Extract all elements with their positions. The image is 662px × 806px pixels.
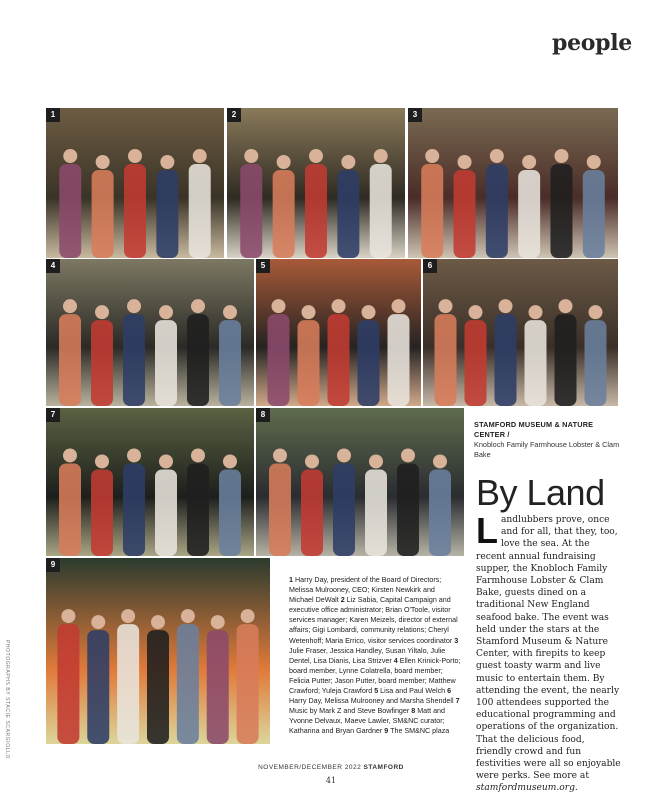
person-silhouette — [237, 624, 259, 744]
photo-number: 2 — [227, 108, 241, 122]
photo-number: 1 — [46, 108, 60, 122]
article-text: andlubbers prove, once and for all, that they, too, love the sea. At the recent annual fundraising supper, the Knobloch Family Farmhouse Lobster & Clam Bake, guests dined on a traditional New England seafood bake. The event was held under the stars at the Stamford Museum & Nature Center, with firepits to keep guest toasty warm and live music to entertain them. By attending the event, the nearly 100 attendees supported the educational programming and operations of the organization. That the delicious food, friendly crowd and fun festivities were all so enjoyable were perks. See more at — [476, 515, 621, 782]
section-title: people — [552, 30, 632, 56]
photo-3[interactable] — [408, 108, 618, 258]
person-silhouette — [298, 320, 320, 406]
person-head — [337, 448, 351, 462]
caption-item: 7 Music by Mark Z and Steve Bowfinger — [289, 697, 460, 716]
photo-image — [46, 558, 270, 744]
person-silhouette — [189, 164, 211, 258]
person-silhouette — [421, 164, 443, 258]
caption-item: 8 Matt and Yvonne Delvaux, Maeve Lawler, SM&NC curator; Katharina and Bryan Gardner — [289, 707, 445, 736]
person-silhouette — [429, 469, 451, 556]
person-silhouette — [333, 463, 355, 556]
person-silhouette — [59, 164, 81, 258]
person-silhouette — [269, 463, 291, 556]
photo-number: 7 — [46, 408, 60, 422]
photo-8[interactable] — [256, 408, 464, 556]
caption-item: 3 Julie Fraser, Jessica Handley, Susan Yiltalo, Julie Dentel, Lisa Dianis, Lisa Strizver — [289, 636, 459, 665]
photo-captions — [289, 575, 461, 737]
person-head — [302, 305, 316, 319]
person-head — [401, 448, 415, 462]
caption-item: 6 Harry Day, Melissa Mulrooney and Marsha Shendell — [289, 687, 456, 706]
person-head — [63, 149, 77, 163]
person-head — [193, 149, 207, 163]
person-silhouette — [92, 170, 114, 258]
person-head — [121, 609, 135, 623]
person-head — [151, 615, 165, 629]
photo-7[interactable] — [46, 408, 254, 556]
photo-credit: PHOTOGRAPHS BY STACIE SCARGIOLLO — [4, 640, 10, 759]
person-head — [332, 299, 346, 313]
person-head — [159, 454, 173, 468]
photo-5[interactable] — [256, 259, 421, 406]
photo-9[interactable] — [46, 558, 270, 744]
issue-date: NOVEMBER/DECEMBER 2022 — [258, 764, 362, 771]
person-silhouette — [59, 314, 81, 406]
person-silhouette — [155, 469, 177, 556]
photo-number: 9 — [46, 558, 60, 572]
person-head — [61, 609, 75, 623]
person-head — [554, 149, 568, 163]
person-head — [273, 448, 287, 462]
photo-image — [423, 259, 618, 406]
person-silhouette — [87, 630, 109, 744]
photo-image — [46, 408, 254, 556]
person-head — [439, 299, 453, 313]
person-silhouette — [91, 469, 113, 556]
person-head — [589, 305, 603, 319]
event-header — [474, 420, 622, 460]
person-head — [95, 305, 109, 319]
person-head — [559, 299, 573, 313]
person-head — [127, 448, 141, 462]
person-head — [127, 299, 141, 313]
person-head — [362, 305, 376, 319]
person-head — [369, 454, 383, 468]
person-head — [191, 448, 205, 462]
person-silhouette — [123, 463, 145, 556]
caption-item: 1 Harry Day, president of the Board of Directors; Melissa Mulrooney, CEO; Kirsten Newkirk and Michael DeWalt — [289, 576, 442, 605]
person-silhouette — [57, 624, 79, 744]
person-silhouette — [365, 469, 387, 556]
person-head — [522, 155, 536, 169]
person-head — [160, 155, 174, 169]
person-silhouette — [305, 164, 327, 258]
person-silhouette — [156, 170, 178, 258]
photo-number: 6 — [423, 259, 437, 273]
person-silhouette — [550, 164, 572, 258]
person-silhouette — [435, 314, 457, 406]
photo-image — [256, 408, 464, 556]
person-silhouette — [219, 469, 241, 556]
person-head — [433, 454, 447, 468]
person-silhouette — [219, 320, 241, 406]
person-silhouette — [397, 463, 419, 556]
person-silhouette — [273, 170, 295, 258]
person-silhouette — [187, 314, 209, 406]
person-head — [392, 299, 406, 313]
person-silhouette — [518, 170, 540, 258]
person-head — [305, 454, 319, 468]
person-silhouette — [59, 463, 81, 556]
caption-item: 9 The SM&NC plaza — [384, 727, 450, 736]
photo-image — [256, 259, 421, 406]
person-head — [181, 609, 195, 623]
person-head — [272, 299, 286, 313]
person-silhouette — [585, 320, 607, 406]
photo-image — [46, 108, 224, 258]
photo-4[interactable] — [46, 259, 254, 406]
person-silhouette — [486, 164, 508, 258]
person-silhouette — [147, 630, 169, 744]
person-head — [223, 454, 237, 468]
page-footer — [0, 764, 662, 771]
person-head — [128, 149, 142, 163]
person-head — [587, 155, 601, 169]
person-silhouette — [91, 320, 113, 406]
person-head — [341, 155, 355, 169]
photo-6[interactable] — [423, 259, 618, 406]
caption-item: 4 Ellen Krinick-Porto; board member, Lynne Colatrella, board member; Felicia Putter; Jason Putter, board member; Matthew Crawford; Yuleja Crawford — [289, 656, 461, 696]
photo-image — [227, 108, 405, 258]
person-head — [374, 149, 388, 163]
person-silhouette — [207, 630, 229, 744]
person-head — [309, 149, 323, 163]
person-silhouette — [328, 314, 350, 406]
person-silhouette — [124, 164, 146, 258]
person-silhouette — [495, 314, 517, 406]
person-head — [211, 615, 225, 629]
person-head — [91, 615, 105, 629]
person-silhouette — [555, 314, 577, 406]
person-head — [469, 305, 483, 319]
article-link[interactable]: stamfordmuseum.org. — [476, 783, 578, 794]
caption-item: 2 Liz Sabia, Capital Campaign and executive office administrator; Brian O'Toole, visitor services manager; Karen Meizels, director of external affairs; Gigi Lombardi, community relations; Cheryl Wetenhoff; Maria Errico, visitor services coordinator — [289, 596, 458, 645]
person-head — [191, 299, 205, 313]
person-silhouette — [454, 170, 476, 258]
person-silhouette — [240, 164, 262, 258]
photo-number: 3 — [408, 108, 422, 122]
person-silhouette — [388, 314, 410, 406]
magazine-name: STAMFORD — [363, 764, 404, 771]
photo-number: 8 — [256, 408, 270, 422]
person-silhouette — [123, 314, 145, 406]
photo-1[interactable] — [46, 108, 224, 258]
caption-item: 5 Lisa and Paul Welch — [374, 687, 448, 696]
person-silhouette — [337, 170, 359, 258]
person-silhouette — [187, 463, 209, 556]
drop-cap: L — [476, 510, 498, 551]
person-silhouette — [465, 320, 487, 406]
person-silhouette — [525, 320, 547, 406]
person-head — [95, 454, 109, 468]
person-silhouette — [177, 624, 199, 744]
person-head — [63, 299, 77, 313]
person-silhouette — [117, 624, 139, 744]
person-head — [63, 448, 77, 462]
person-silhouette — [583, 170, 605, 258]
person-head — [96, 155, 110, 169]
article-body — [476, 510, 622, 795]
person-silhouette — [268, 314, 290, 406]
person-head — [499, 299, 513, 313]
person-silhouette — [301, 469, 323, 556]
page-number: 41 — [325, 776, 337, 785]
photo-number: 4 — [46, 259, 60, 273]
headline: By Land — [476, 472, 605, 513]
person-head — [425, 149, 439, 163]
person-silhouette — [370, 164, 392, 258]
person-head — [223, 305, 237, 319]
person-head — [241, 609, 255, 623]
person-head — [529, 305, 543, 319]
person-silhouette — [155, 320, 177, 406]
person-head — [159, 305, 173, 319]
event-subkicker: Knobloch Family Farmhouse Lobster & Clam Bake — [474, 440, 620, 459]
photo-2[interactable] — [227, 108, 405, 258]
person-head — [458, 155, 472, 169]
person-head — [244, 149, 258, 163]
photo-image — [408, 108, 618, 258]
person-silhouette — [358, 320, 380, 406]
event-kicker: STAMFORD MUSEUM & NATURE CENTER / — [474, 420, 594, 439]
photo-image — [46, 259, 254, 406]
person-head — [277, 155, 291, 169]
person-head — [490, 149, 504, 163]
photo-number: 5 — [256, 259, 270, 273]
